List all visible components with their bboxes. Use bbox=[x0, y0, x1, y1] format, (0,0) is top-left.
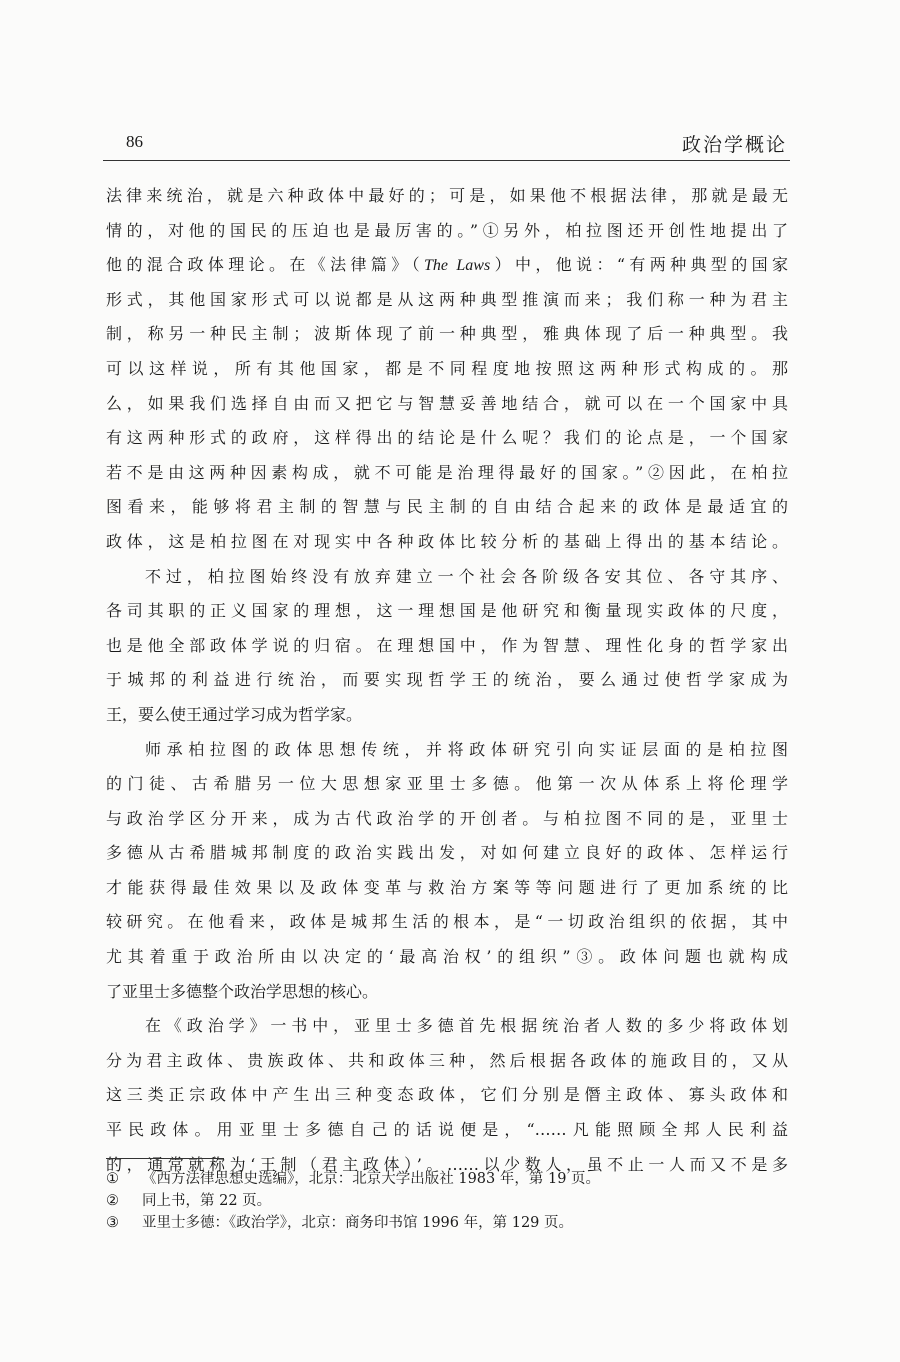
text-line: 情的，对他的国民的压迫也是最厉害的。”①另外，柏拉图还开创性地提出了 bbox=[106, 220, 788, 240]
page-header bbox=[103, 128, 790, 160]
text-line: 尤其着重于政治所由以决定的‘最高治权’的组织”③。政体问题也就构成 bbox=[106, 947, 788, 967]
text-line: 了亚里士多德整个政治学思想的核心。 bbox=[106, 981, 379, 1001]
text-line: 多德从古希腊城邦制度的政治实践出发，对如何建立良好的政体、怎样运行 bbox=[106, 843, 788, 863]
english-title: The Laws bbox=[424, 257, 491, 275]
text-line: 制，称另一种民主制；波斯体现了前一种典型，雅典体现了后一种典型。我 bbox=[106, 324, 788, 344]
footnote-divider bbox=[106, 1158, 224, 1159]
text-line-with-title bbox=[106, 252, 788, 287]
footnote bbox=[106, 1212, 788, 1234]
header-divider bbox=[103, 160, 790, 161]
footnote-text: 同上书，第 22 页。 bbox=[142, 1193, 272, 1209]
text-segment: 他的混合政体理论。在《法律篇》（ bbox=[106, 255, 425, 275]
text-line: 的，通常就称为‘王制（君主政体）’。……以少数人，虽不止一人而又不是多 bbox=[106, 1154, 788, 1174]
footnote-mark: ③ bbox=[106, 1215, 119, 1231]
text-line: 于城邦的利益进行统治，而要实现哲学王的统治，要么通过使哲学家成为 bbox=[106, 670, 788, 690]
text-line: 平民政体。用亚里士多德自己的话说便是，“……凡能照顾全邦人民利益 bbox=[106, 1120, 788, 1140]
text-line: 才能获得最佳效果以及政体变革与救治方案等等问题进行了更加系统的比 bbox=[106, 877, 788, 897]
text-line: 形式，其他国家形式可以说都是从这两种典型推演而来；我们称一种为君主 bbox=[106, 289, 788, 309]
book-title: 政治学概论 bbox=[681, 134, 787, 156]
text-line: 师承柏拉图的政体思想传统，并将政体研究引向实证层面的是柏拉图 bbox=[145, 739, 788, 759]
text-line: 政体，这是柏拉图在对现实中各种政体比较分析的基础上得出的基本结论。 bbox=[106, 531, 788, 551]
text-line: 有这两种形式的政府，这样得出的结论是什么呢？我们的论点是，一个国家 bbox=[106, 428, 788, 448]
text-line: 的门徒、古希腊另一位大思想家亚里士多德。他第一次从体系上将伦理学 bbox=[106, 774, 788, 794]
footnote-text: 《西方法律思想史选编》，北京：北京大学出版社 1983 年，第 19 页。 bbox=[142, 1171, 601, 1187]
body-text bbox=[106, 183, 788, 1186]
text-line: 可以这样说，所有其他国家，都是不同程度地按照这两种形式构成的。那 bbox=[106, 358, 788, 378]
footnote-text: 亚里士多德：《政治学》，北京：商务印书馆 1996 年，第 129 页。 bbox=[142, 1215, 574, 1231]
text-line: 分为君主政体、贵族政体、共和政体三种，然后根据各政体的施政目的，又从 bbox=[106, 1050, 788, 1070]
text-line: 图看来，能够将君主制的智慧与民主制的自由结合起来的政体是最适宜的 bbox=[106, 497, 788, 517]
text-line: 若不是由这两种因素构成，就不可能是治理得最好的国家。”②因此，在柏拉 bbox=[106, 462, 788, 482]
footnote-mark: ② bbox=[106, 1193, 119, 1209]
text-line: 法律来统治，就是六种政体中最好的；可是，如果他不根据法律，那就是最无 bbox=[106, 186, 788, 205]
text-line: 这三类正宗政体中产生出三种变态政体，它们分别是僭主政体、寡头政体和 bbox=[106, 1085, 788, 1105]
text-line: 么，如果我们选择自由而又把它与智慧妥善地结合，就可以在一个国家中具 bbox=[106, 393, 788, 413]
footnote bbox=[106, 1190, 788, 1212]
text-line: 较研究。在他看来，政体是城邦生活的根本，是“一切政治组织的依据，其中 bbox=[106, 912, 788, 932]
text-line: 与政治学区分开来，成为古代政治学的开创者。与柏拉图不同的是，亚里士 bbox=[106, 808, 788, 828]
footnote-mark: ① bbox=[106, 1171, 119, 1187]
footnote bbox=[106, 1168, 788, 1190]
text-line: 王，要么使王通过学习成为哲学家。 bbox=[106, 704, 363, 724]
page-number: 86 bbox=[126, 132, 143, 151]
text-segment: ）中，他说：“有两种典型的国家 bbox=[490, 255, 788, 275]
text-line: 也是他全部政体学说的归宿。在理想国中，作为智慧、理性化身的哲学家出 bbox=[106, 635, 788, 655]
footnotes bbox=[106, 1168, 788, 1234]
text-line: 各司其职的正义国家的理想，这一理想国是他研究和衡量现实政体的尺度， bbox=[106, 601, 788, 621]
text-line: 不过，柏拉图始终没有放弃建立一个社会各阶级各安其位、各守其序、 bbox=[145, 566, 788, 586]
text-line: 在《政治学》一书中，亚里士多德首先根据统治者人数的多少将政体划 bbox=[145, 1016, 788, 1036]
